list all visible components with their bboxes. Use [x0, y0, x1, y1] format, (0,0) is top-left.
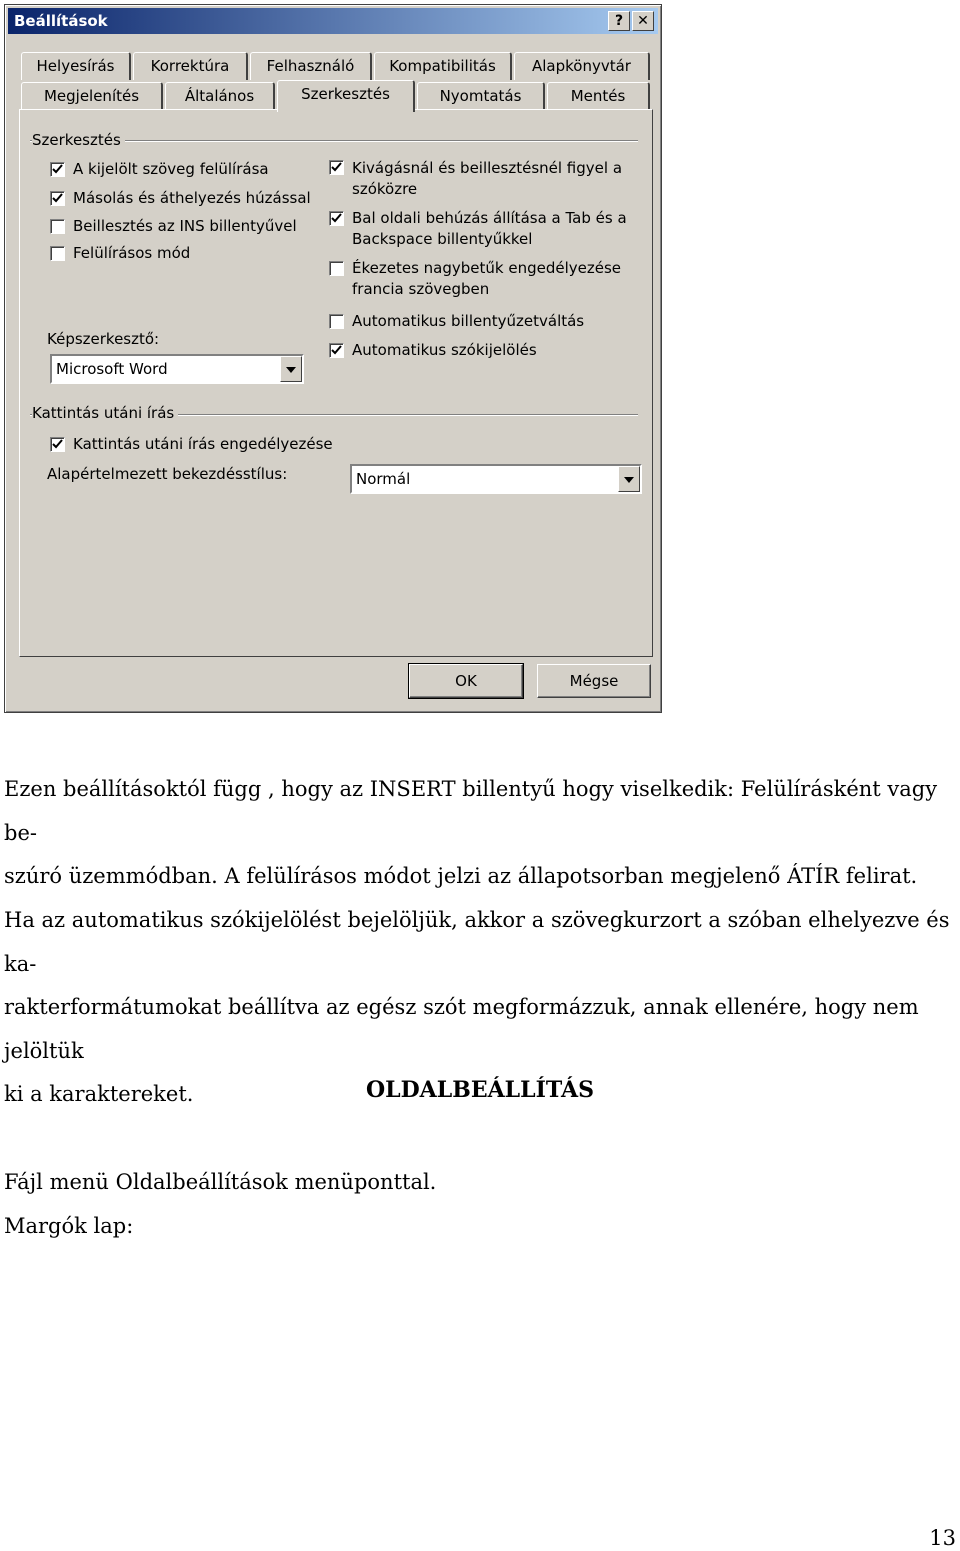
default-style-value: Normál [356, 470, 411, 488]
page-number: 13 [929, 1526, 956, 1550]
tab-alapkonyvtar[interactable]: Alapkönyvtár [514, 52, 650, 80]
label-tab-indent-2: Backspace billentyűkkel [352, 230, 533, 248]
checkbox-french-accents[interactable] [329, 261, 344, 276]
tab-panel [19, 109, 653, 657]
label-click-and-type: Kattintás utáni írás engedélyezése [73, 435, 333, 453]
checkbox-overwrite-selection[interactable] [50, 162, 65, 177]
paragraph-3-line: Margók lap: [4, 1213, 134, 1238]
tab-mentes[interactable]: Mentés [547, 82, 650, 110]
label-tab-indent-1: Bal oldali behúzás állítása a Tab és a [352, 209, 627, 227]
checkbox-tab-indent[interactable] [329, 211, 344, 226]
image-editor-value: Microsoft Word [56, 360, 168, 378]
checkbox-overtype-mode[interactable] [50, 246, 65, 261]
checkbox-click-and-type[interactable] [50, 437, 65, 452]
paragraph-2-line: rakterformátumokat beállítva az egész szót megformázzuk, annak ellenére, hogy nem jelöltük [4, 995, 919, 1063]
tab-helyesiras[interactable]: Helyesírás [21, 52, 131, 80]
chevron-down-icon[interactable] [618, 466, 640, 492]
image-editor-select[interactable] [50, 354, 304, 384]
help-button[interactable]: ? [608, 11, 630, 31]
paragraph-1-line: szúró üzemmódban. A felülírásos módot jelzi az állapotsorban megjelenő ÁTÍR felirat. [4, 864, 918, 888]
tab-kompatibilitas[interactable]: Kompatibilitás [374, 52, 512, 80]
tab-korrektura[interactable]: Korrektúra [133, 52, 248, 80]
tab-altalanos[interactable]: Általános [165, 82, 275, 110]
label-drag-drop: Másolás és áthelyezés húzással [73, 189, 311, 207]
checkbox-auto-keyboard[interactable] [329, 314, 344, 329]
group-label-editing: Szerkesztés [32, 131, 125, 149]
label-french-accents-2: francia szövegben [352, 280, 490, 298]
tab-megjelenites[interactable]: Megjelenítés [21, 82, 163, 110]
paragraph-2-line: Ha az automatikus szókijelölést bejelöljük, akkor a szövegkurzort a szóban elhelyezve és ka- [4, 908, 950, 976]
label-smart-cut-paste-2: szóközre [352, 180, 418, 198]
label-french-accents-1: Ékezetes nagybetűk engedélyezése [352, 259, 621, 277]
checkbox-smart-cut-paste[interactable] [329, 160, 344, 175]
settings-dialog [4, 4, 662, 713]
checkbox-drag-drop[interactable] [50, 191, 65, 206]
tab-szerkesztes[interactable]: Szerkesztés [277, 80, 415, 112]
label-ins-paste: Beillesztés az INS billentyűvel [73, 217, 297, 235]
chevron-down-icon[interactable] [280, 356, 302, 382]
section-heading: OLDALBEÁLLÍTÁS [365, 1077, 595, 1103]
paragraph-1-line: Ezen beállításoktól függ , hogy az INSERT billentyű hogy viselkedik: Felülírásként vagy be- [4, 777, 938, 845]
title-bar[interactable] [8, 8, 658, 34]
cancel-button[interactable]: Mégse [537, 664, 651, 698]
tab-nyomtatas[interactable]: Nyomtatás [417, 82, 545, 110]
dialog-title: Beállítások [14, 12, 108, 30]
paragraph-2-line: ki a karaktereket. [4, 1082, 194, 1106]
group-label-click-type: Kattintás utáni írás [32, 404, 178, 422]
label-default-style: Alapértelmezett bekezdésstílus: [47, 465, 288, 483]
label-image-editor: Képszerkesztő: [47, 330, 160, 348]
paragraph-1 [4, 768, 954, 899]
label-overwrite-selection: A kijelölt szöveg felülírása [73, 160, 269, 178]
label-smart-cut-paste-1: Kivágásnál és beillesztésnél figyel a [352, 159, 623, 177]
label-auto-word-select: Automatikus szókijelölés [352, 341, 537, 359]
close-button[interactable]: ✕ [632, 11, 654, 31]
checkbox-auto-word-select[interactable] [329, 343, 344, 358]
checkbox-ins-paste[interactable] [50, 219, 65, 234]
tab-felhasznalo[interactable]: Felhasználó [250, 52, 372, 80]
default-style-select[interactable] [350, 464, 642, 494]
ok-button[interactable]: OK [409, 664, 523, 698]
label-overtype-mode: Felülírásos mód [73, 244, 191, 262]
paragraph-3-line: Fájl menü Oldalbeállítások menüponttal. [4, 1170, 437, 1194]
label-auto-keyboard: Automatikus billentyűzetváltás [352, 312, 585, 330]
paragraph-3 [4, 1161, 954, 1248]
